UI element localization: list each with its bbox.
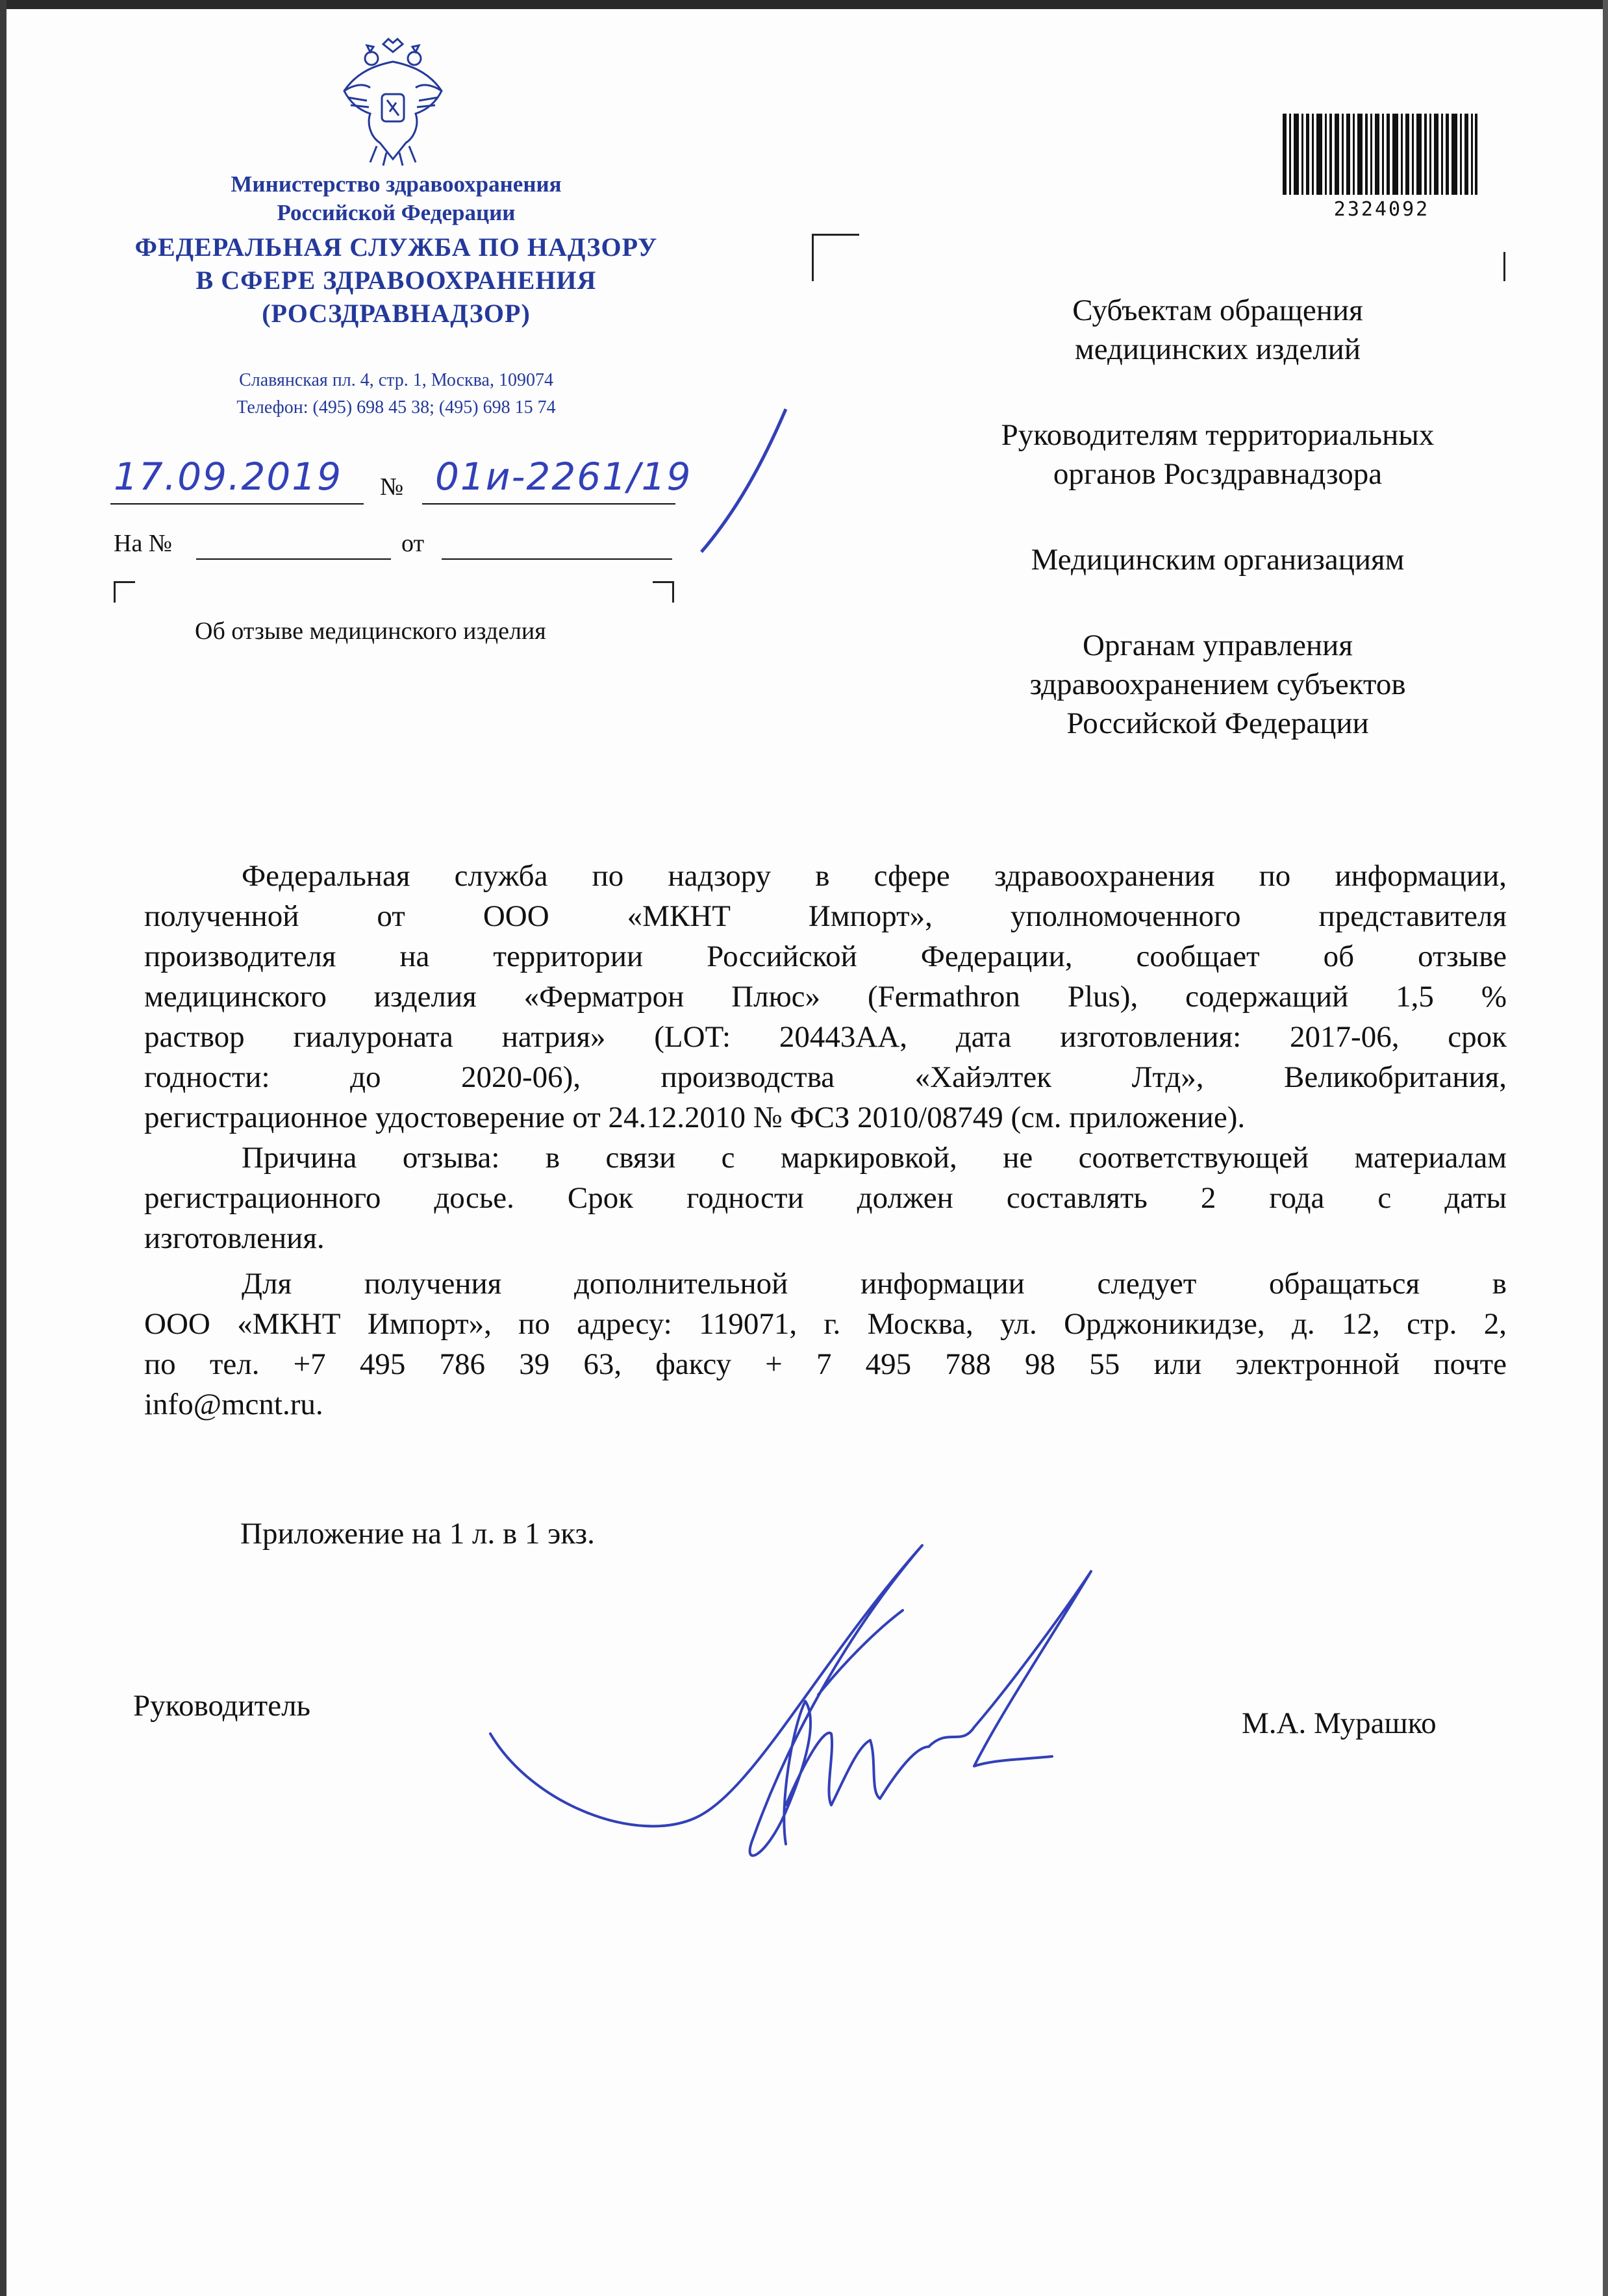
addressee-item [890,540,1546,579]
addressee-line: Медицинским организациям [1031,543,1405,577]
body-line: Причина отзыва: в связи с маркировкой, не соответствующей материалам [242,1141,1507,1175]
attachment-note: Приложение на 1 л. в 1 экз. [240,1517,595,1551]
body-line: производителя на территории Российской Федерации, сообщает об отзыве [144,940,1507,973]
body-paragraph-3 [144,1264,1507,1425]
russian-coat-of-arms-icon [331,32,455,169]
reply-date-label: от [401,530,425,557]
addressee-line: Субъектам обращения [1072,293,1363,327]
addressee-list [890,291,1546,790]
body-line: годности: до 2020-06), производства «Хайэлтек Лтд», Великобритания, [144,1060,1507,1094]
body-line: медицинского изделия «Ферматрон Плюс» (Fermathron Plus), содержащий 1,5 % [144,980,1507,1014]
service-line-3: (РОСЗДРАВНАДЗОР) [262,299,531,328]
body-paragraph-1 [144,856,1507,1138]
body-line: полученной от ООО «МКНТ Импорт», уполномоченного представителя [144,899,1507,933]
signer-title: Руководитель [133,1689,310,1723]
handwritten-signature [481,1532,1117,1896]
addressee-line: органов Росздравнадзора [1053,457,1383,491]
registration-number: 01и-2261/19 [435,455,692,499]
reply-date-underline [442,558,672,560]
body-line: регистрационное удостоверение от 24.12.2010 № ФСЗ 2010/08749 (см. приложение). [144,1101,1246,1134]
ministry-line-2: Российской Федерации [277,200,516,225]
subject-corner-top-left [114,581,135,603]
addressee-line: медицинских изделий [1074,332,1361,366]
barcode-icon [1283,114,1477,195]
body-line: раствор гиалуроната натрия» (LOT: 20443AA, дата изготовления: 2017-06, срок [144,1020,1507,1054]
number-label: № [380,473,404,501]
address-line-2: Телефон: (495) 698 45 38; (495) 698 15 74 [236,397,556,418]
body-line: info@mcnt.ru. [144,1388,323,1421]
body-line: регистрационного досье. Срок годности должен составлять 2 года с даты [144,1181,1507,1215]
date-underline [110,503,364,505]
ministry-line-1: Министерство здравоохранения [231,171,562,197]
service-line-1: ФЕДЕРАЛЬНАЯ СЛУЖБА ПО НАДЗОРУ [134,232,658,262]
addressee-item [890,291,1546,369]
number-underline [422,503,675,505]
scan-edge-left [0,0,6,2296]
handwritten-slash-stroke [688,403,805,558]
reply-number-underline [196,558,391,560]
address-line-1: Славянская пл. 4, стр. 1, Москва, 109074 [239,370,553,390]
body-line: ООО «МКНТ Импорт», по адресу: 119071, г. Москва, ул. Орджоникидзе, д. 12, стр. 2, [144,1307,1507,1341]
addressee-corner-top-right [1503,252,1508,281]
body-line: по тел. +7 495 786 39 63, факсу + 7 495 788 98 55 или электронной почте [144,1347,1507,1381]
body-paragraph-2 [144,1138,1507,1258]
reply-number-label: На № [114,530,173,557]
letter-body [144,856,1507,1425]
signer-name: М.А. Мурашко [1242,1706,1437,1740]
body-line: изготовления. [144,1221,325,1255]
addressee-line: Руководителям территориальных [1001,418,1435,452]
subject-corner-top-right [653,581,674,603]
addressee-line: Российской Федерации [1066,706,1369,740]
scan-edge-top [0,0,1608,9]
addressee-corner-top-left [812,234,859,281]
addressee-line: Органам управления [1083,629,1353,662]
addressee-item [890,416,1546,493]
addressee-item [890,626,1546,743]
addressee-line: здравоохранением субъектов [1029,668,1406,701]
barcode-number: 2324092 [1333,198,1430,221]
service-line-2: В СФЕРЕ ЗДРАВООХРАНЕНИЯ [195,266,597,295]
registration-date: 17.09.2019 [114,455,343,499]
scan-edge-right [1603,0,1608,2296]
body-line: Федеральная служба по надзору в сфере здравоохранения по информации, [242,859,1507,893]
service-name [97,231,695,330]
ministry-name [162,170,630,227]
service-address [130,367,662,421]
letter-subject: Об отзыве медицинского изделия [195,618,546,645]
body-line: Для получения дополнительной информации следует обращаться в [242,1267,1507,1301]
